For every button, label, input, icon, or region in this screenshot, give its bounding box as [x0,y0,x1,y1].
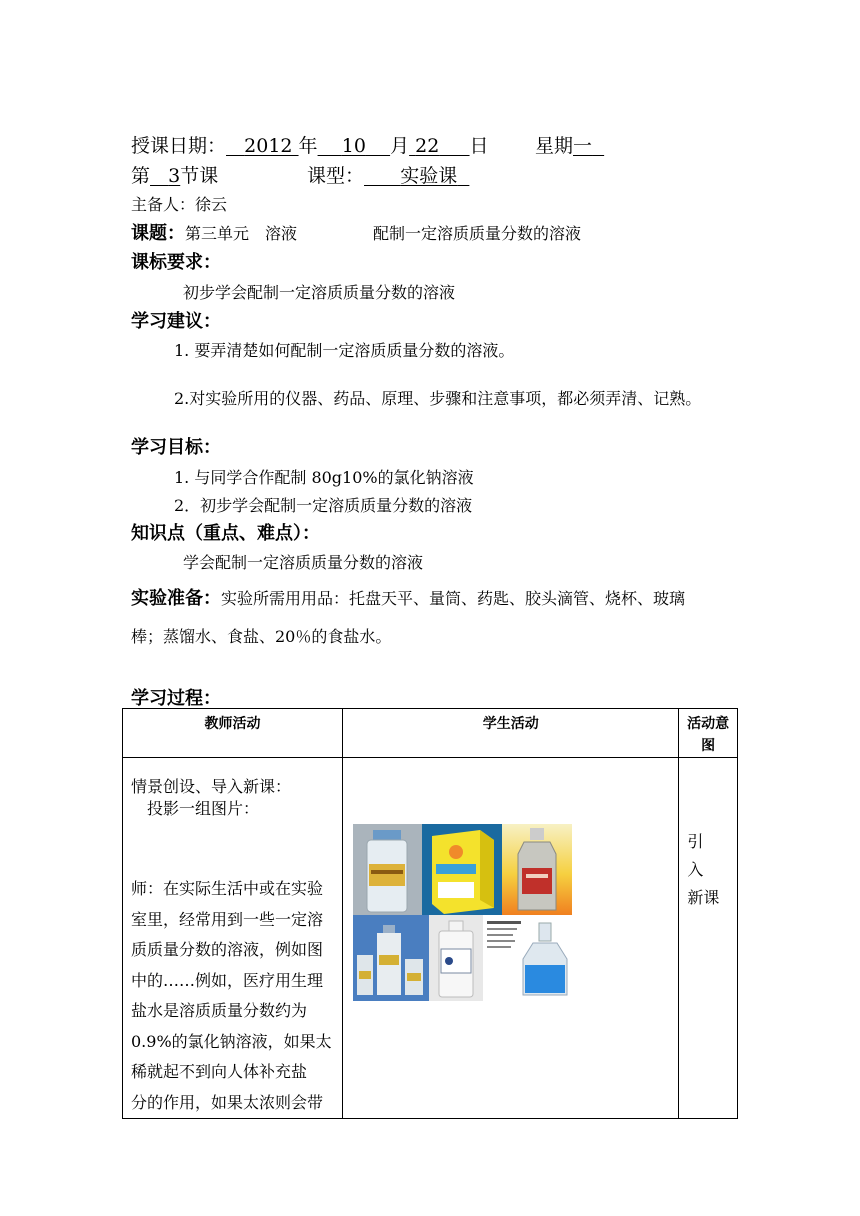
knowledge-label: 知识点（重点、难点）： [131,523,320,544]
type-line [307,161,469,188]
topic-title: 配制一定溶质质量分数的溶液 [373,224,582,243]
year-unit: 年 [298,135,318,157]
saline-bottle-image [353,824,422,915]
teacher-line: 室里，经常用到一些一定溶 [131,909,324,929]
purpose-cell [679,758,738,1119]
process-label: 学习过程： [131,688,221,709]
advice-item-2: 2.对实验所用的仪器、药品、原理、步骤和注意事项，都必须弄清、记熟。 [174,389,702,408]
knowledge-text: 学会配制一定溶质质量分数的溶液 [183,553,424,572]
teacher-line: 稀就起不到向人体补充盐 [131,1062,308,1081]
month-unit: 月 [390,135,410,157]
teacher-line: 0.9%的氯化钠溶液，如果太 [131,1031,332,1051]
advice-label: 学习建议： [131,311,221,332]
solution-photos [353,824,572,1001]
year-value: 2012 [244,135,293,157]
goals-label: 学习目标： [131,437,221,458]
date-label: 授课日期： [131,135,227,157]
topic-unit: 第三单元 溶液 [185,224,298,243]
teacher-line: 中的……例如，医疗用生理 [131,970,324,990]
goal-item-2: 2．初步学会配制一定溶质质量分数的溶液 [174,496,473,515]
prep-text-1: 实验所需用用品：托盘天平、量筒、药匙、胶头滴管、烧杯、玻璃 [221,589,686,608]
lesson-number: 3 [168,165,181,187]
header-student: 学生活动 [343,709,679,758]
topic-label: 课题： [131,223,185,244]
weekday-line [535,131,604,158]
type-value: 实验课 [400,165,458,187]
header-teacher: 教师活动 [123,709,343,758]
standard-text: 初步学会配制一定溶质质量分数的溶液 [183,283,456,302]
day-unit: 日 [469,135,489,157]
weekday-label: 星期 [535,135,574,157]
prep-label: 实验准备： [131,588,221,609]
teacher-line: 质质量分数的溶液，例如图 [131,940,324,959]
purpose-line: 引 入 [687,832,720,879]
header-purpose [679,709,738,758]
type-label: 课型： [307,165,365,187]
lesson-suffix: 节课 [180,165,219,187]
iv-bottles-image [353,915,429,1001]
reagent-bottle-image [502,824,572,915]
weekday-value: 一 [573,135,593,157]
month-value: 10 [341,135,366,157]
teacher-line: 盐水是溶质质量分数约为 [131,1001,308,1020]
medicine-box-image [422,824,502,915]
prep-line-1 [131,584,685,610]
advice-item-1: 1. 要弄清楚如何配制一定溶质质量分数的溶液。 [174,341,515,360]
copper-sulfate-flask-image [483,915,572,1001]
teacher-line: 师：在实际生活中或在实验 [131,879,324,898]
teacher-activity-cell [123,758,343,1119]
day-value: 22 [415,135,440,157]
date-line [131,131,489,158]
topic-line [131,219,297,245]
teacher-line: 投影一组图片： [131,799,260,818]
goal-item-1: 1. 与同学合作配制 80g10%的氯化钠溶液 [174,468,474,487]
teacher-line: 分的作用，如果太浓则会带 [131,1092,324,1112]
standard-label: 课标要求： [131,252,221,273]
purpose-line: 新课 [687,888,720,907]
lesson-line [131,161,218,188]
table-header-row [123,709,738,758]
header-purpose-text: 活动意图 [687,716,730,754]
lesson-prefix: 第 [131,165,151,187]
teacher-line: 情景创设、导入新课： [131,777,292,796]
white-bottle-image [429,915,483,1001]
prep-text-2: 棒；蒸馏水、食盐、20％的食盐水。 [131,627,392,646]
preparer: 主备人：徐云 [131,195,228,214]
